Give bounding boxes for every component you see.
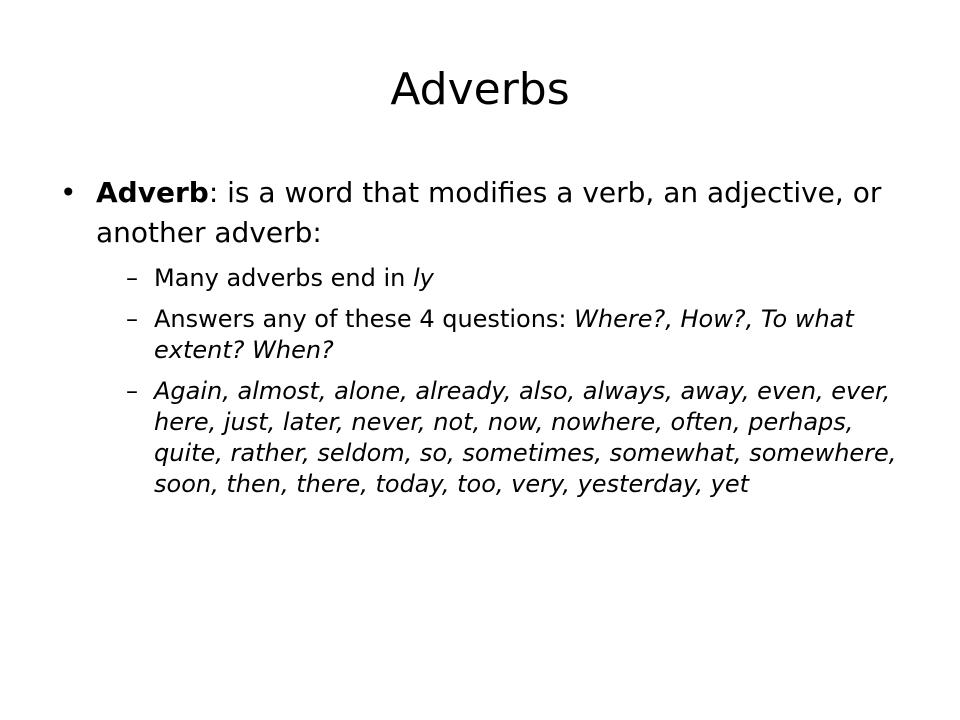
subpoint-text <box>136 263 906 294</box>
subpoint-text <box>136 304 906 366</box>
subpoint-plain: Answers any of these 4 questions: <box>154 305 575 333</box>
subpoint-plain: Many adverbs end in <box>154 264 413 292</box>
subpoint-ly <box>126 263 906 294</box>
slide-body <box>60 173 906 510</box>
bullet-definition: : is a word that modifies a verb, an adjective, or another adverb: <box>96 176 882 249</box>
bullet-term: Adverb <box>96 176 209 209</box>
dash-marker: – <box>126 264 138 292</box>
subpoint-italic: Again, almost, alone, already, also, always, away, even, ever, here, just, later, never, not, now, nowhere, often, perhaps, quite, rather, seldom, so, sometimes, somewhat, somewhere, soon, then, there, today, too, very, yesterday, yet <box>154 377 897 498</box>
bullet-marker: • <box>60 176 77 209</box>
main-bullet <box>60 173 906 253</box>
subpoint-italic: Where?, How?, To what extent? When? <box>154 305 854 364</box>
subpoint-italic: ly <box>412 264 434 292</box>
slide-title: Adverbs <box>390 64 570 115</box>
subpoint-examples <box>126 376 906 500</box>
subpoint-questions <box>126 304 906 366</box>
subpoint-text <box>136 376 906 500</box>
dash-marker: – <box>126 377 138 405</box>
dash-marker: – <box>126 305 138 333</box>
